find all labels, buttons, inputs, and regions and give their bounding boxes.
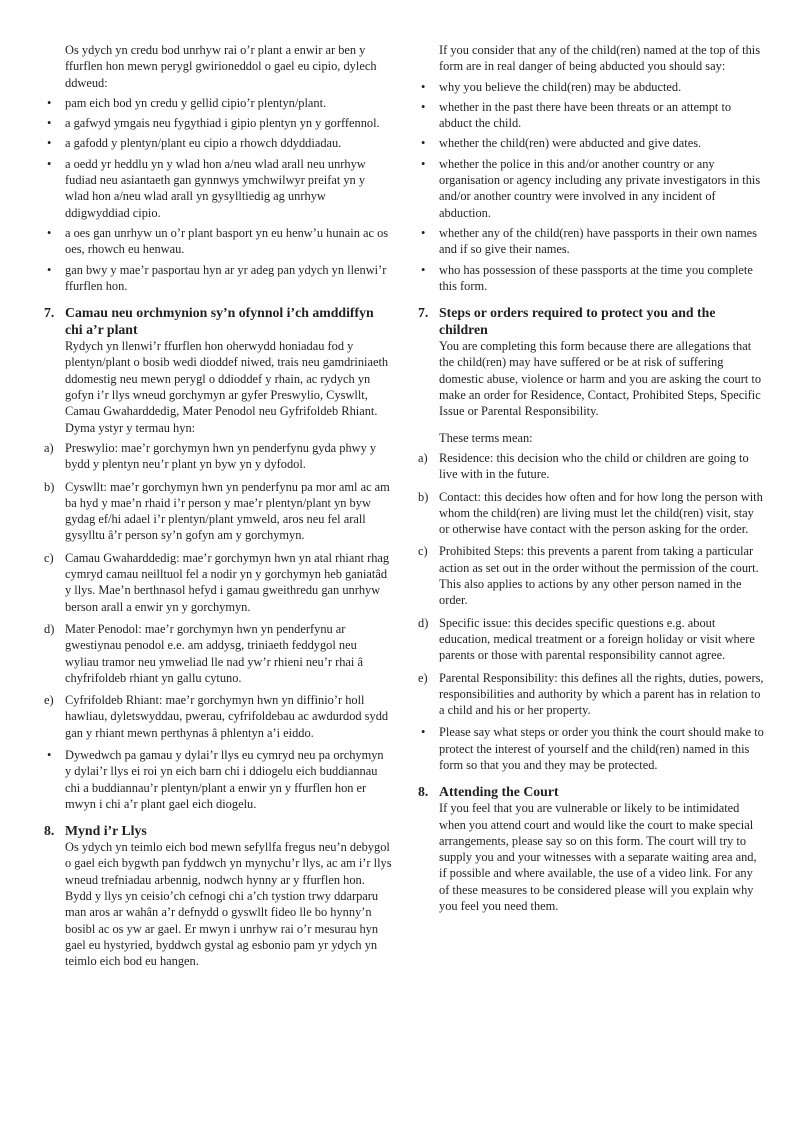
list-item (44, 621, 392, 686)
section-number: 8. (44, 823, 55, 839)
abduction-intro: Os ydych yn credu bod unrhyw rai o’r plant a enwir ar ben y ffurflen hon mewn perygl gwirioneddol o gael eu cipio, dylech ddweud: (65, 43, 377, 90)
terms-list (418, 450, 766, 718)
section-7-body: You are completing this form because there are allegations that the child(ren) may have suffered or be at risk of suffering domestic abuse, violence or harm and you are asking the court to make an order for Residence, Contact, Prohibited Steps, Specific Issue or Parental Responsibility. (439, 339, 762, 419)
section-7-heading (44, 304, 392, 338)
list-item (44, 479, 392, 544)
final-instruction (44, 747, 392, 812)
section-7-body: Rydych yn llenwi’r ffurflen hon oherwydd honiadau fod y plentyn/plant o bosib wedi dioddef niwed, trais neu gamdriniaeth ddomestig neu mewn perygl o ddioddef y rhain, ac rydych yn gofyn i’r llys wneud gorchymyn ar gyfer Preswylio, Cyswllt, Camau Gwaharddedig, Mater Penodol neu Gyfrifoldeb Rhiant. (65, 339, 389, 419)
list-item: • gan bwy y mae’r pasportau hyn ar yr adeg pan ydych yn llenwi’r ffurflen hon. (44, 262, 392, 295)
term-marker: e) (418, 670, 428, 685)
list-item (418, 670, 766, 719)
section-7-heading (418, 304, 766, 338)
section-title: Camau neu orchmynion sy’n ofynnol i’ch amddiffyn chi a’r plant (65, 305, 374, 338)
list-item: • a oes gan unrhyw un o’r plant basport yn eu henw’u hunain ac os oes, rhowch eu henwau. (44, 225, 392, 258)
term-text: Mater Penodol: mae’r gorchymyn hwn yn penderfynu ar gwestiynau penodol e.e. am addysg, triniaeth feddygol neu wyliau tramor neu ymweliad lle nad yw’r rhieni neu’r rhai â chyfrifoldeb rhiant yn gallu cytuno. (65, 621, 363, 685)
section-number: 7. (418, 305, 429, 321)
list-item (44, 550, 392, 615)
section-title: Mynd i’r Llys (65, 823, 147, 839)
welsh-column (44, 42, 392, 970)
term-text: Prohibited Steps: this prevents a parent from taking a particular action as set out in the order without the permission of the court. This also applies to actions by any other person named in the order. (439, 544, 759, 608)
section-8-heading (418, 783, 766, 800)
list-item (418, 489, 766, 538)
abduction-list (418, 79, 766, 295)
spacer (418, 420, 766, 430)
section-number: 8. (418, 784, 429, 800)
term-marker: c) (44, 550, 54, 565)
list-item: • whether the police in this and/or another country or any organisation or agency including any private investigators in this and/or another country were involved in any incident of abduction. (418, 156, 766, 221)
list-item (418, 450, 766, 483)
terms-list (44, 440, 392, 741)
term-text: Cyswllt: mae’r gorchymyn hwn yn penderfynu pa mor aml ac am ba hyd y mae’n rhaid i’r person y mae’r plentyn/plant yn byw gydag ef/hi adael i’r plentyn/plant ymweld, aros neu fel arall gysylltu â’r person sy’n gofyn am y gorchymyn. (65, 479, 390, 543)
term-text: Parental Responsibility: this defines all the rights, duties, powers, responsibilities and authority by which a parent has in relation to a child and his or her property. (439, 670, 764, 718)
term-text: Preswylio: mae’r gorchymyn hwn yn penderfynu gyda phwy y bydd y plentyn neu’r plant yn byw yn y dyfodol. (65, 440, 377, 472)
list-item (418, 615, 766, 664)
list-item: • Please say what steps or order you think the court should make to protect the interest of yourself and the child(ren) named in this form so that you and they may be protected. (418, 724, 766, 773)
term-marker: b) (418, 489, 429, 504)
term-marker: e) (44, 693, 54, 708)
abduction-intro: If you consider that any of the child(ren) named at the top of this form are in real danger of being abducted you should say: (439, 43, 761, 74)
list-item: • whether the child(ren) were abducted and give dates. (418, 135, 766, 151)
section-number: 7. (44, 305, 55, 321)
term-text: Specific issue: this decides specific questions e.g. about education, medical treatment or a foreign holiday or visit where parents or those with parental responsibility cannot agree. (439, 615, 755, 663)
list-item: • a oedd yr heddlu yn y wlad hon a/neu wlad arall neu unrhyw fudiad neu asiantaeth gan gynnwys ymchwilwyr preifat yn y wlad hon a/neu wlad arall yn gysylltiedig ag unrhyw ddigwyddiad cipio. (44, 156, 392, 221)
section-8-body: Os ydych yn teimlo eich bod mewn sefyllfa fregus neu’n debygol o gael eich bygwth pan fyddwch yn mynychu’r llys, ac am i’r llys wneud trefniadau arbennig, nodwch hynny ar y ffurflen hon. Bydd y llys yn ceisio’ch cefnogi chi a’ch tystion trwy ddarparu man aros ar wahân a’r defnydd o gyswllt fideo lle bo hynny’n bosibl ac os yw ar gael. Er mwyn i unrhyw rai o’r mesurau hyn gael eu hystyried, byddwch gystal ag esbonio pam yr ydych yn teimlo eich bod eu hangen. (65, 840, 392, 969)
term-marker: a) (44, 440, 54, 455)
list-item: • whether in the past there have been threats or an attempt to abduct the child. (418, 99, 766, 132)
list-item: • pam eich bod yn credu y gellid cipio’r plentyn/plant. (44, 95, 392, 111)
list-item (44, 440, 392, 473)
term-marker: d) (418, 615, 429, 630)
list-item: • whether any of the child(ren) have passports in their own names and if so give their names. (418, 225, 766, 258)
list-item: • Dywedwch pa gamau y dylai’r llys eu cymryd neu pa orchymyn y dylai’r llys ei roi yn eich barn chi i ddiogelu eich buddiannau chi a buddiannau’r plentyn/plant a enwir yn y ffurflen hon er mwyn i chi a’r plant gael eich diogelu. (44, 747, 392, 812)
abduction-list (44, 95, 392, 294)
list-item: • a gafodd y plentyn/plant eu cipio a rhowch ddyddiadau. (44, 135, 392, 151)
section-8-body: If you feel that you are vulnerable or likely to be intimidated when you attend court and would like the court to make special arrangements, please say so on this form. The court will try to supply you and your witnesses with a separate waiting area and, if possible and where available, the use of a video link. For any of these measures to be considered please will you explain why you feel you need them. (439, 801, 757, 914)
list-item (44, 692, 392, 741)
terms-intro: These terms mean: (439, 430, 533, 445)
term-marker: a) (418, 450, 428, 465)
final-instruction (418, 724, 766, 773)
list-item: • why you believe the child(ren) may be abducted. (418, 79, 766, 95)
english-column (418, 42, 766, 914)
list-item (418, 543, 766, 608)
terms-intro: Dyma ystyr y termau hyn: (65, 420, 196, 435)
term-marker: d) (44, 621, 55, 636)
term-text: Residence: this decision who the child or children are going to live with in the future. (439, 450, 749, 482)
section-title: Steps or orders required to protect you and the children (439, 305, 716, 338)
list-item: • a gafwyd ymgais neu fygythiad i gipio plentyn yn y gorffennol. (44, 115, 392, 131)
term-text: Contact: this decides how often and for how long the person with whom the child(ren) are living must let the child(ren) visit, stay or otherwise have contact with the person asking for the order. (439, 489, 763, 537)
list-item: • who has possession of these passports at the time you complete this form. (418, 262, 766, 295)
term-text: Cyfrifoldeb Rhiant: mae’r gorchymyn hwn yn diffinio’r holl hawliau, dyletswyddau, pwerau, cyfrifoldebau ac awdurdod sydd gan y rhiant mewn perthynas â phlentyn a’i eiddo. (65, 693, 389, 740)
section-title: Attending the Court (439, 784, 559, 800)
term-text: Camau Gwaharddedig: mae’r gorchymyn hwn yn atal rhiant rhag cymryd camau neilltuol fel a nodir yn y gorchymyn heb ganiatâd y llys. Mae’n berthnasol hefyd i gamau gweithredu gan unrhyw berson arall a enwir yn y gorchymyn. (65, 550, 390, 614)
term-marker: c) (418, 544, 428, 559)
term-marker: b) (44, 479, 55, 494)
section-8-heading (44, 822, 392, 839)
